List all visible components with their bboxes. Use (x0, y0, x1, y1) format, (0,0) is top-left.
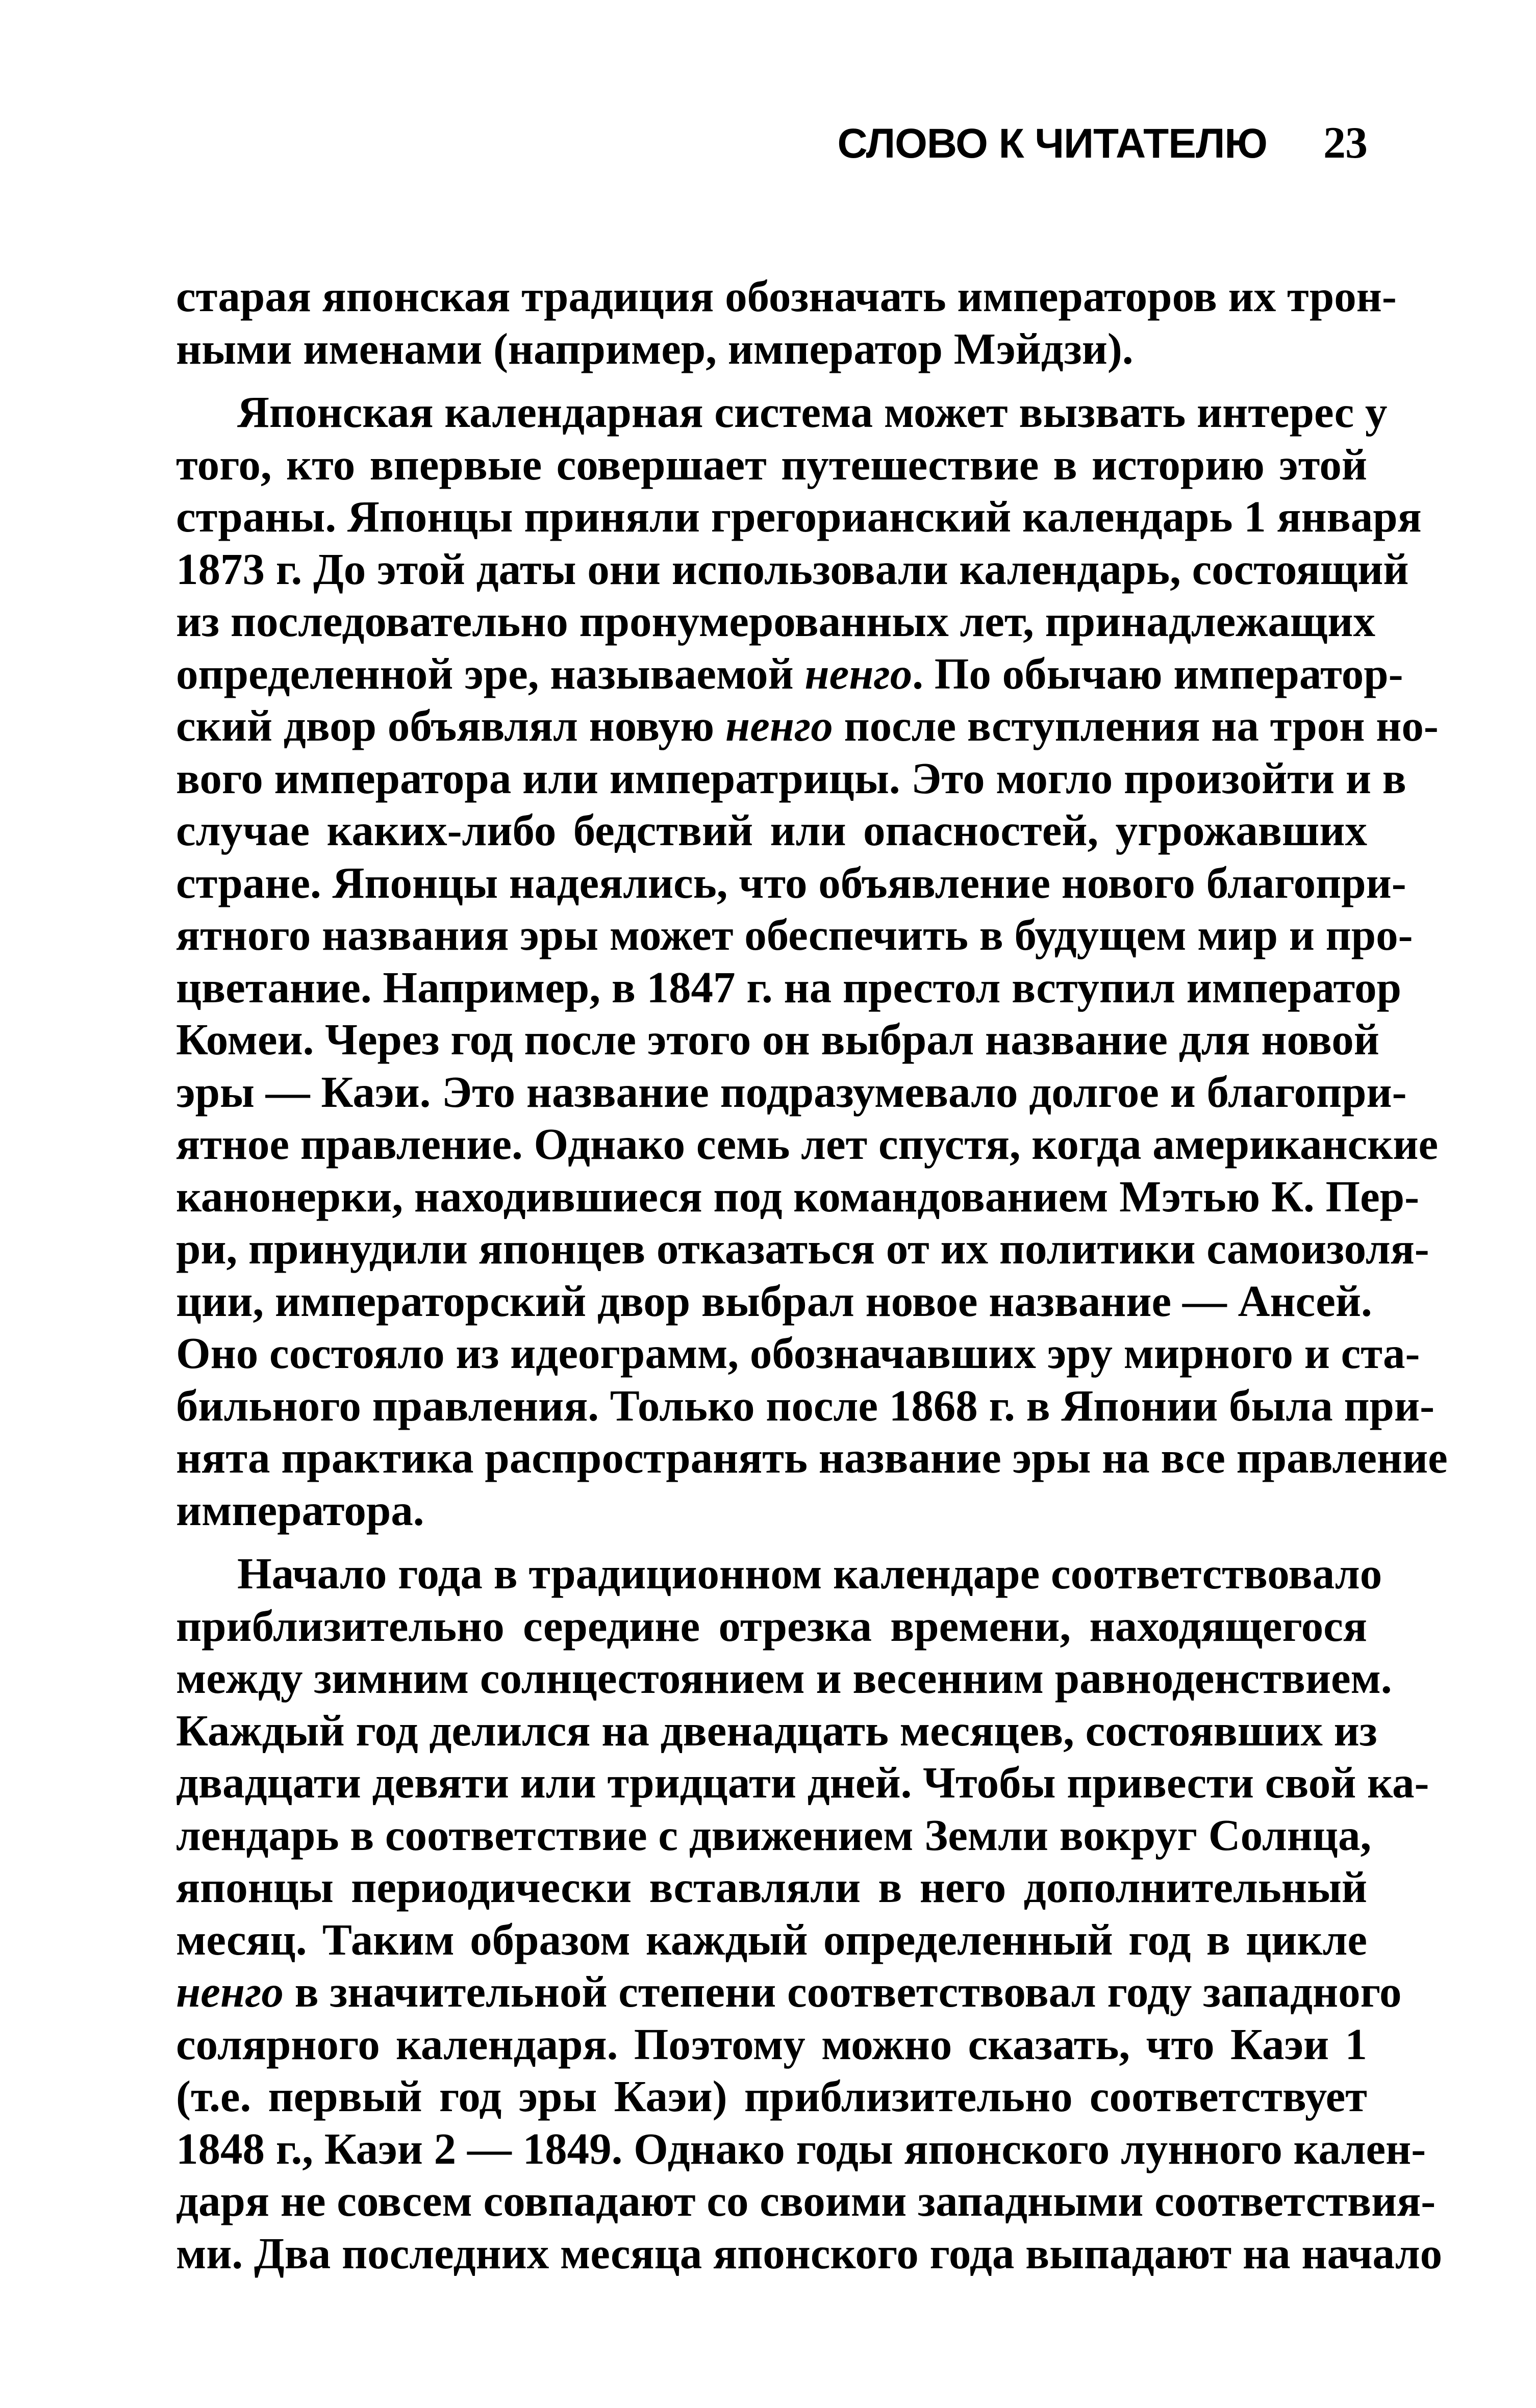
text-line: месяц. Таким образом каждый определенный год в цикле (176, 1914, 1367, 1964)
text-line: цветание. Например, в 1847 г. на престол вступил император (176, 962, 1401, 1012)
paragraph (176, 386, 1448, 1536)
text-line: вого императора или императрицы. Это могло произойти и в (176, 753, 1406, 803)
body-text (176, 270, 1448, 2279)
text-line: (т.е. первый год эры Каэи) приблизительно соответствует (176, 2071, 1367, 2121)
paragraph (176, 1548, 1443, 2279)
running-head (173, 117, 1367, 173)
text-line: случае каких-либо бедствий или опасностей, угрожавших (176, 805, 1367, 855)
text-line: определенной эре, называемой ненго. По обычаю император- (176, 648, 1403, 698)
text-line: 1848 г., Каэи 2 — 1849. Однако годы японского лунного кален- (176, 2123, 1426, 2173)
text-line: Оно состояло из идеограмм, обозначавших эру мирного и ста- (176, 1328, 1420, 1378)
text-line: между зимним солнцестоянием и весенним равноденствием. (176, 1653, 1392, 1703)
text-line: из последовательно пронумерованных лет, принадлежащих (176, 596, 1375, 646)
text-line: Японская календарная система может вызвать интерес у (237, 387, 1388, 437)
text-line: приблизительно середине отрезка времени, находящегося (176, 1601, 1367, 1651)
text-line: стране. Японцы надеялись, что объявление нового благопри- (176, 857, 1406, 907)
page-number: 23 (1323, 118, 1367, 168)
text-line: нята практика распространять название эры на все правление (176, 1433, 1448, 1482)
text-line: ский двор объявлял новую ненго после вступления на трон но- (176, 701, 1439, 750)
text-line: ными именами (например, император Мэйдзи). (176, 323, 1134, 373)
text-line: ятное правление. Однако семь лет спустя, когда американские (176, 1119, 1439, 1169)
text-line: японцы периодически вставляли в него дополнительный (176, 1862, 1367, 1912)
text-line: ции, императорский двор выбрал новое название — Ансей. (176, 1276, 1372, 1326)
text-line: ненго в значительной степени соответствовал году западного (176, 1967, 1402, 2016)
text-line: ри, принудили японцев отказаться от их политики самоизоля- (176, 1224, 1429, 1273)
text-line: Каждый год делился на двенадцать месяцев, состоявших из (176, 1705, 1377, 1755)
text-line: канонерки, находившиеся под командованием Мэтью К. Пер- (176, 1171, 1420, 1221)
text-line: 1873 г. До этой даты они использовали календарь, состоящий (176, 544, 1409, 594)
text-line: Комеи. Через год после этого он выбрал название для новой (176, 1015, 1379, 1064)
text-line: лендарь в соответствие с движением Земли вокруг Солнца, (176, 1810, 1372, 1860)
italic-term: ненго (725, 701, 833, 750)
text-line: императора. (176, 1485, 424, 1535)
text-line: ятного названия эры может обеспечить в будущем мир и про- (176, 910, 1413, 959)
italic-term: ненго (804, 648, 913, 698)
chapter-title: СЛОВО К ЧИТАТЕЛЮ (837, 120, 1267, 167)
text-line: того, кто впервые совершает путешествие в историю этой (176, 439, 1367, 489)
text-line: ми. Два последних месяца японского года выпадают на начало (176, 2228, 1443, 2278)
italic-term: ненго (176, 1967, 284, 2016)
text-line: Начало года в традиционном календаре соответствовало (237, 1549, 1382, 1598)
text-line: двадцати девяти или тридцати дней. Чтобы привести свой ка- (176, 1758, 1429, 1807)
paragraph (176, 270, 1397, 375)
text-line: страны. Японцы приняли грегорианский календарь 1 января (176, 492, 1422, 541)
text-line: бильного правления. Только после 1868 г. в Японии была при- (176, 1380, 1435, 1430)
text-line: солярного календаря. Поэтому можно сказать, что Каэи 1 (176, 2019, 1367, 2069)
text-line: эры — Каэи. Это название подразумевало долгое и благопри- (176, 1067, 1407, 1117)
text-line: старая японская традиция обозначать императоров их трон- (176, 271, 1397, 321)
text-line: даря не совсем совпадают со своими западными соответствия- (176, 2176, 1436, 2225)
